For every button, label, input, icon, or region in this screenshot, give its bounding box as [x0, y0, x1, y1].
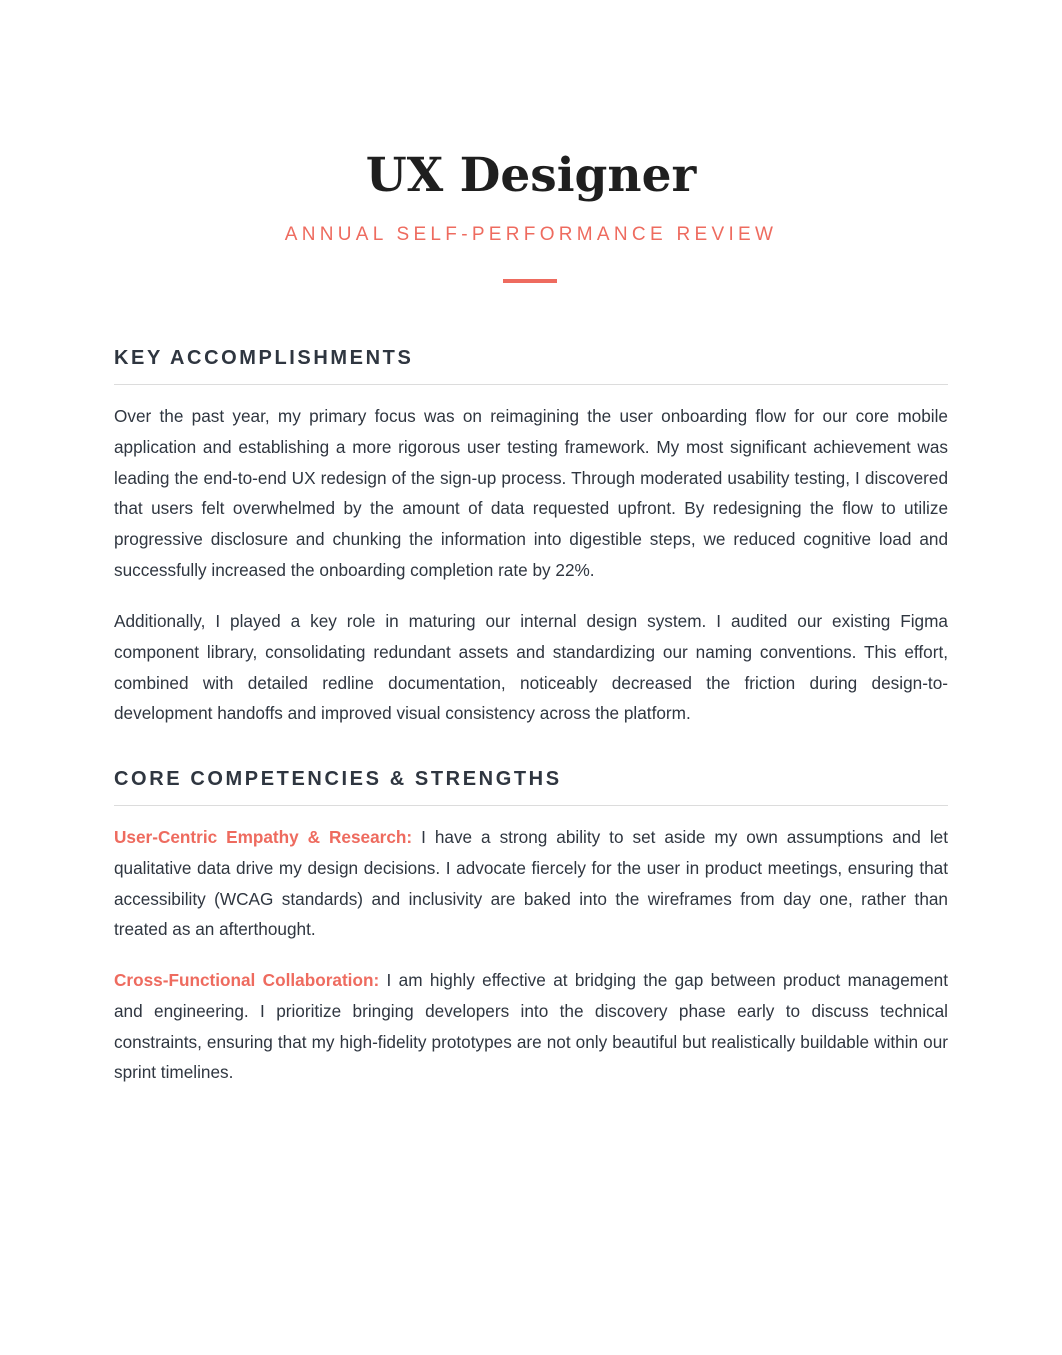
- document-title: UX Designer: [365, 148, 697, 203]
- paragraph-text: Additionally, I played a key role in maturing our internal design system. I audited our existing Figma component library, consolidating redundant assets and standardizing our naming conventions. This effort, combined with detailed redline documentation, noticeably decreased the friction during design-to-development handoffs and improved visual consistency across the platform.: [114, 611, 948, 724]
- section-divider: [114, 805, 948, 806]
- document-subtitle: ANNUAL SELF-PERFORMANCE REVIEW: [284, 224, 778, 245]
- paragraph-onboarding: [114, 401, 948, 586]
- title-accent-divider: [503, 279, 557, 283]
- paragraph-collaboration: [114, 965, 948, 1088]
- paragraph-lead-label: Cross-Functional Collaboration:: [114, 970, 380, 990]
- section-divider: [114, 384, 948, 385]
- paragraph-empathy-research: [114, 822, 948, 945]
- section-heading-core-competencies: CORE COMPETENCIES & STRENGTHS: [114, 768, 562, 790]
- paragraph-text: Over the past year, my primary focus was on reimagining the user onboarding flow for our core mobile application and establishing a more rigorous user testing framework. My most significant achievement was leading the end-to-end UX redesign of the sign-up process. Through moderated usability testing, I discovered that users felt overwhelmed by the amount of data requested upfront. By redesigning the flow to utilize progressive disclosure and chunking the information into digestible steps, we reduced cognitive load and successfully increased the onboarding completion rate by 22%.: [114, 406, 948, 580]
- section-heading-key-accomplishments: KEY ACCOMPLISHMENTS: [114, 347, 414, 369]
- paragraph-design-system: [114, 606, 948, 729]
- paragraph-text: I have a strong ability to set aside my own assumptions and let qualitative data drive my design decisions. I advocate fiercely for the user in product meetings, ensuring that accessibility (WCAG standards) and inclusivity are baked into the wireframes from day one, rather than treated as an afterthought.: [114, 827, 948, 940]
- paragraph-lead-label: User-Centric Empathy & Research:: [114, 827, 413, 847]
- paragraph-text: I am highly effective at bridging the gap between product management and engineering. I prioritize bringing developers into the discovery phase early to discuss technical constraints, ensuring that my high-fidelity prototypes are not only beautiful but realistically buildable within our sprint timelines.: [114, 970, 948, 1083]
